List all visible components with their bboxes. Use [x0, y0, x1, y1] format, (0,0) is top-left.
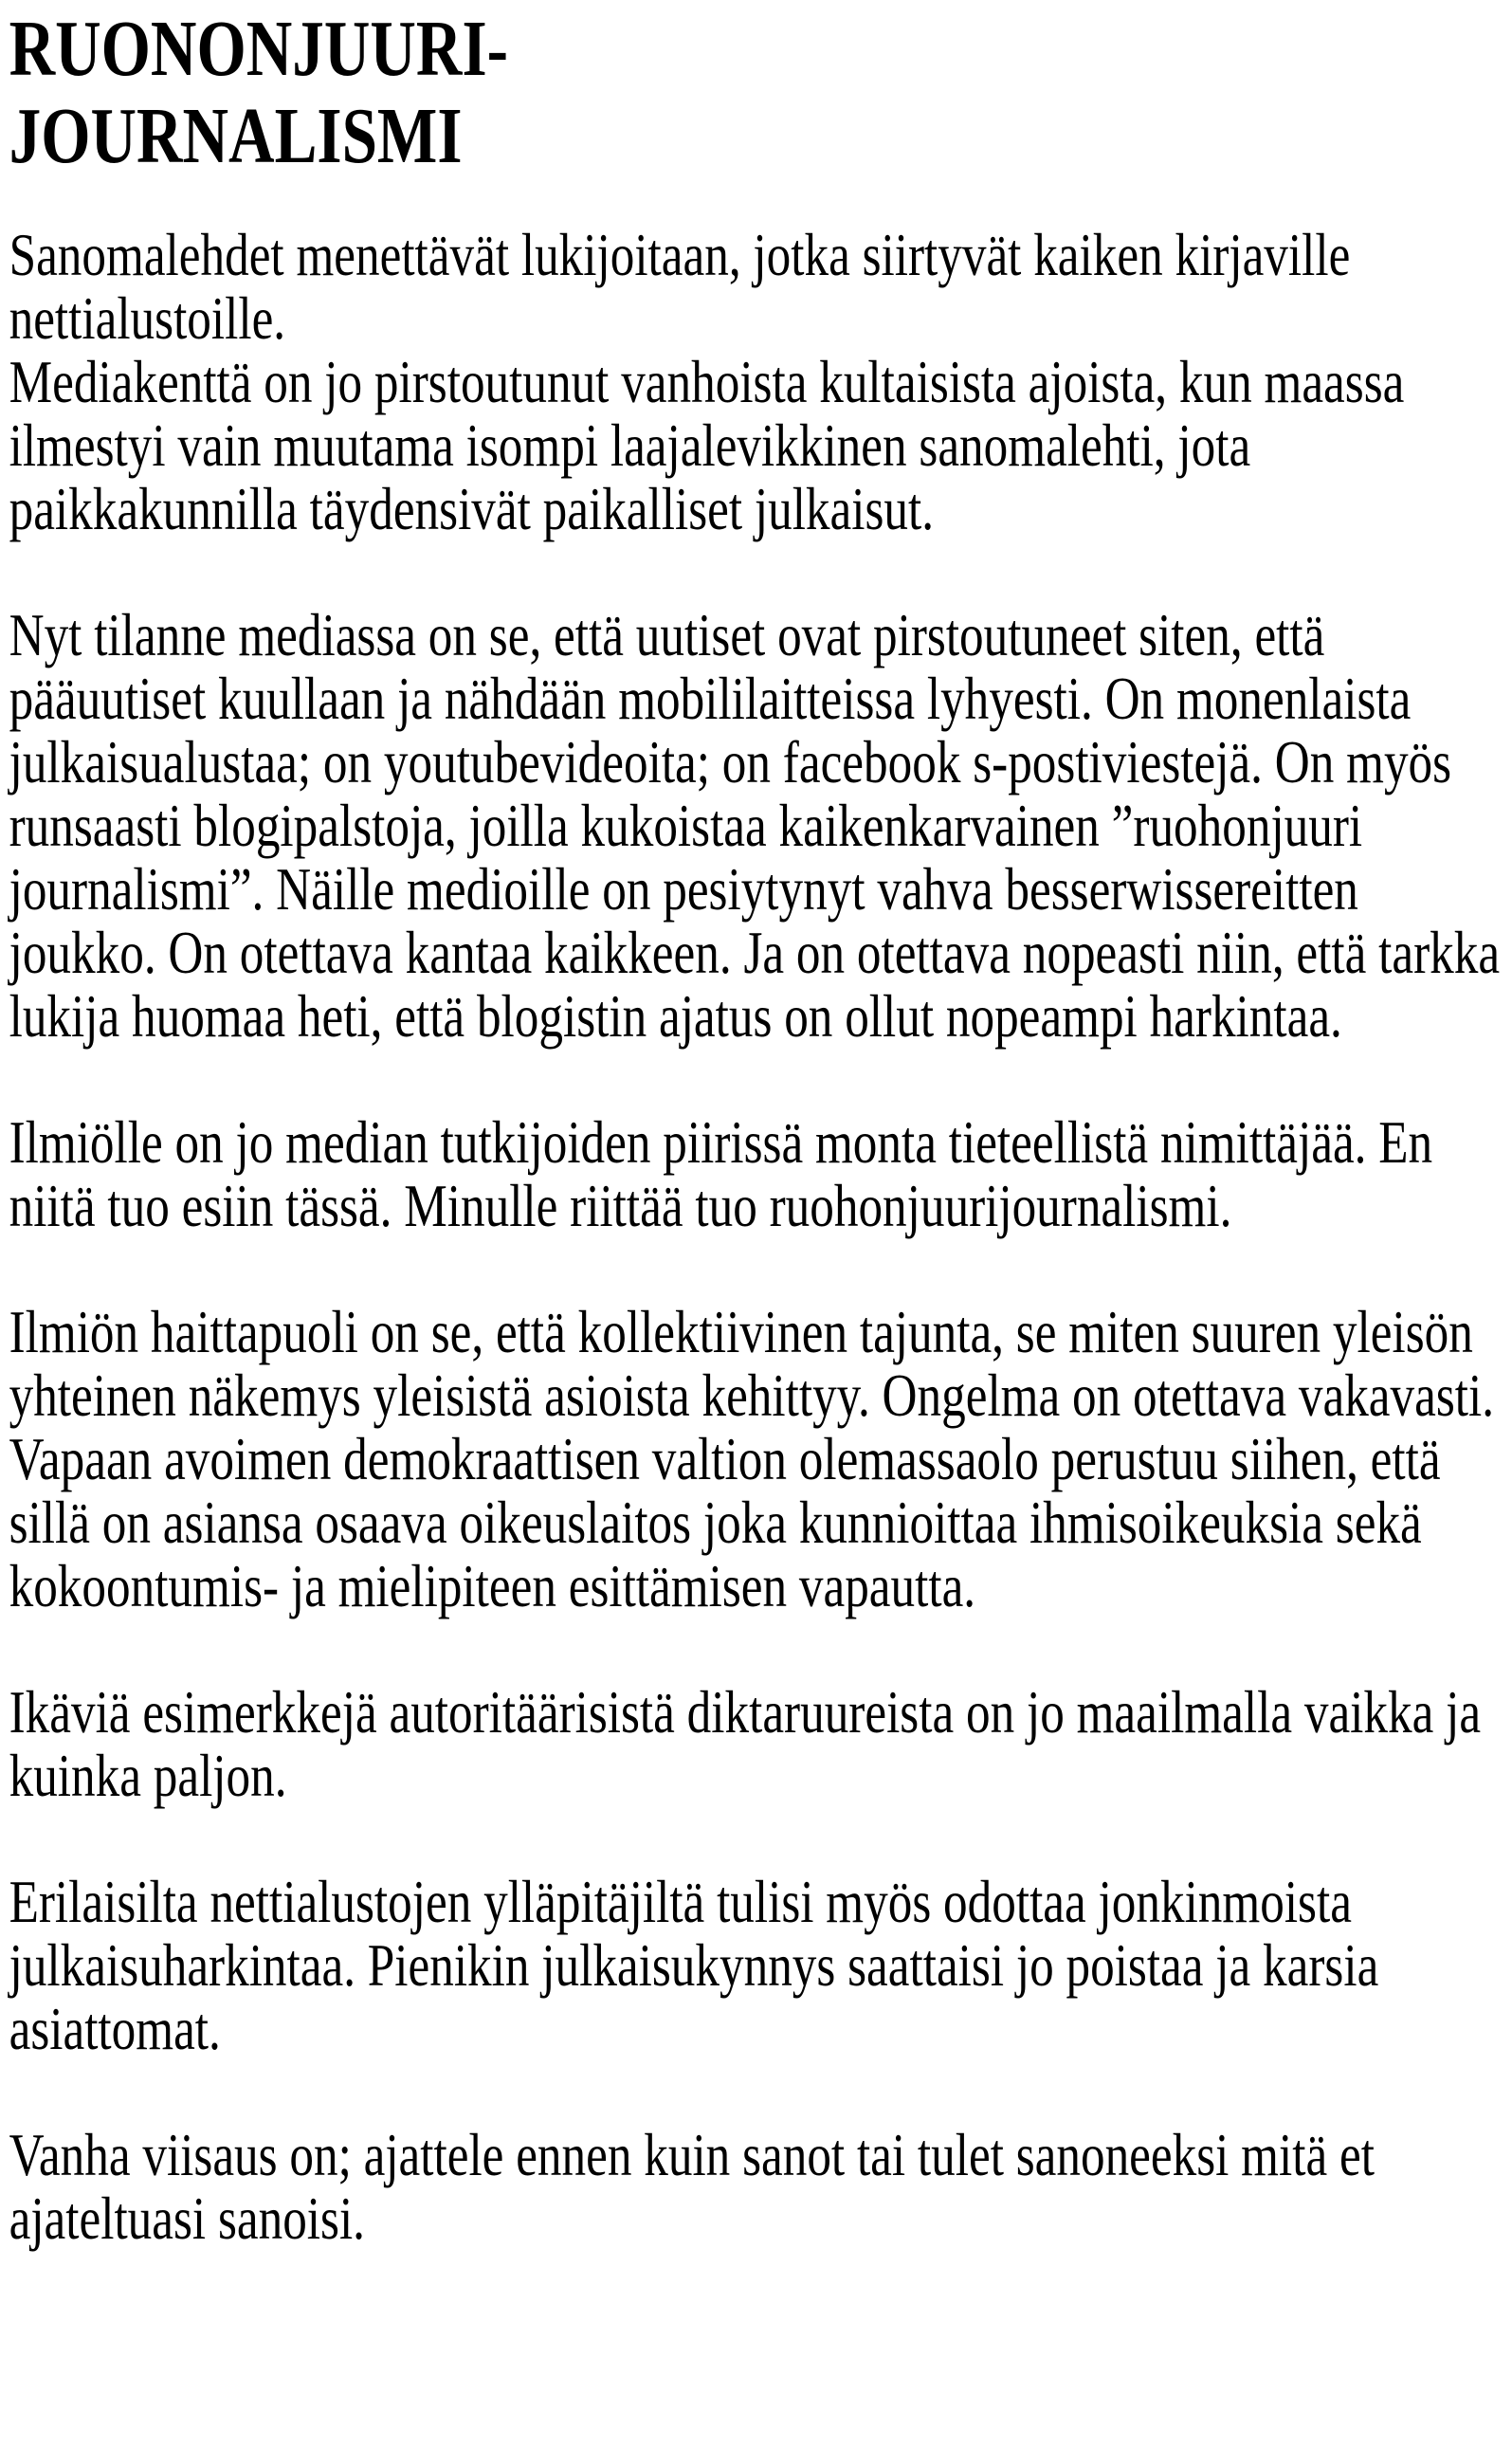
paragraph-media-field: Mediakenttä on jo pirstoutunut vanhoista kultaisista ajoista, kun maassa ilmestyi vain muutama isompi laajalevikkinen sanomalehti, jota paikkakunnilla täydensivät paikalliset julkaisut.	[9, 348, 1405, 542]
paragraph-platform-moderation: Erilaisilta nettialustojen ylläpitäjiltä tulisi myös odottaa jonkinmoista julkaisuharkintaa. Pienikin julkaisukynnys saattaisi jo poistaa ja karsia asiattomat.	[9, 1868, 1379, 2062]
paragraph-old-wisdom: Vanha viisaus on; ajattele ennen kuin sanot tai tulet sanoneeksi mitä et ajateltuasi sanoisi.	[9, 2121, 1375, 2252]
paragraph-lead: Sanomalehdet menettävät lukijoitaan, jotka siirtyvät kaiken kirjaville nettialustoille.	[9, 221, 1351, 352]
paragraph-authoritarian-examples: Ikäviä esimerkkejä autoritäärisistä diktaruureista on jo maailmalla vaikka ja kuinka paljon.	[9, 1678, 1482, 1809]
document-title-line-2: JOURNALISMI	[9, 92, 463, 180]
paragraph-researchers-naming: Ilmiölle on jo median tutkijoiden piirissä monta tieteellistä nimittäjää. En niitä tuo esiin tässä. Minulle riittää tuo ruohonjuurijournalismi.	[9, 1108, 1433, 1239]
paragraph-current-media-situation: Nyt tilanne mediassa on se, että uutiset ovat pirstoutuneet siten, että pääuutiset kuullaan ja nähdään mobililaitteissa lyhyesti. On monenlaista julkaisualustaa; on youtubevideoita; on facebook s-postiviestejä. On myös runsaasti blogipalstoja, joilla kukoistaa kaikenkarvainen ”ruohonjuuri journalismi”. Näille medioille on pesiytynyt vahva besserwissereitten joukko. On otettava kantaa kaikkeen. Ja on otettava nopeasti niin, että tarkka lukija huomaa heti, että blogistin ajatus on ollut nopeampi harkintaa.	[9, 601, 1501, 1050]
document-title	[9, 6, 1512, 180]
paragraph-downside: Ilmiön haittapuoli on se, että kollektiivinen tajunta, se miten suuren yleisön yhteinen näkemys yleisistä asioista kehittyy. Ongelma on otettava vakavasti. Vapaan avoimen demokraattisen valtion olemassaolo perustuu siihen, että sillä on asiansa osaava oikeuslaitos joka kunnioittaa ihmisoikeuksia sekä kokoontumis- ja mielipiteen esittämisen vapautta.	[9, 1298, 1495, 1619]
document-title-line-1: RUONONJUURI-	[9, 5, 508, 93]
